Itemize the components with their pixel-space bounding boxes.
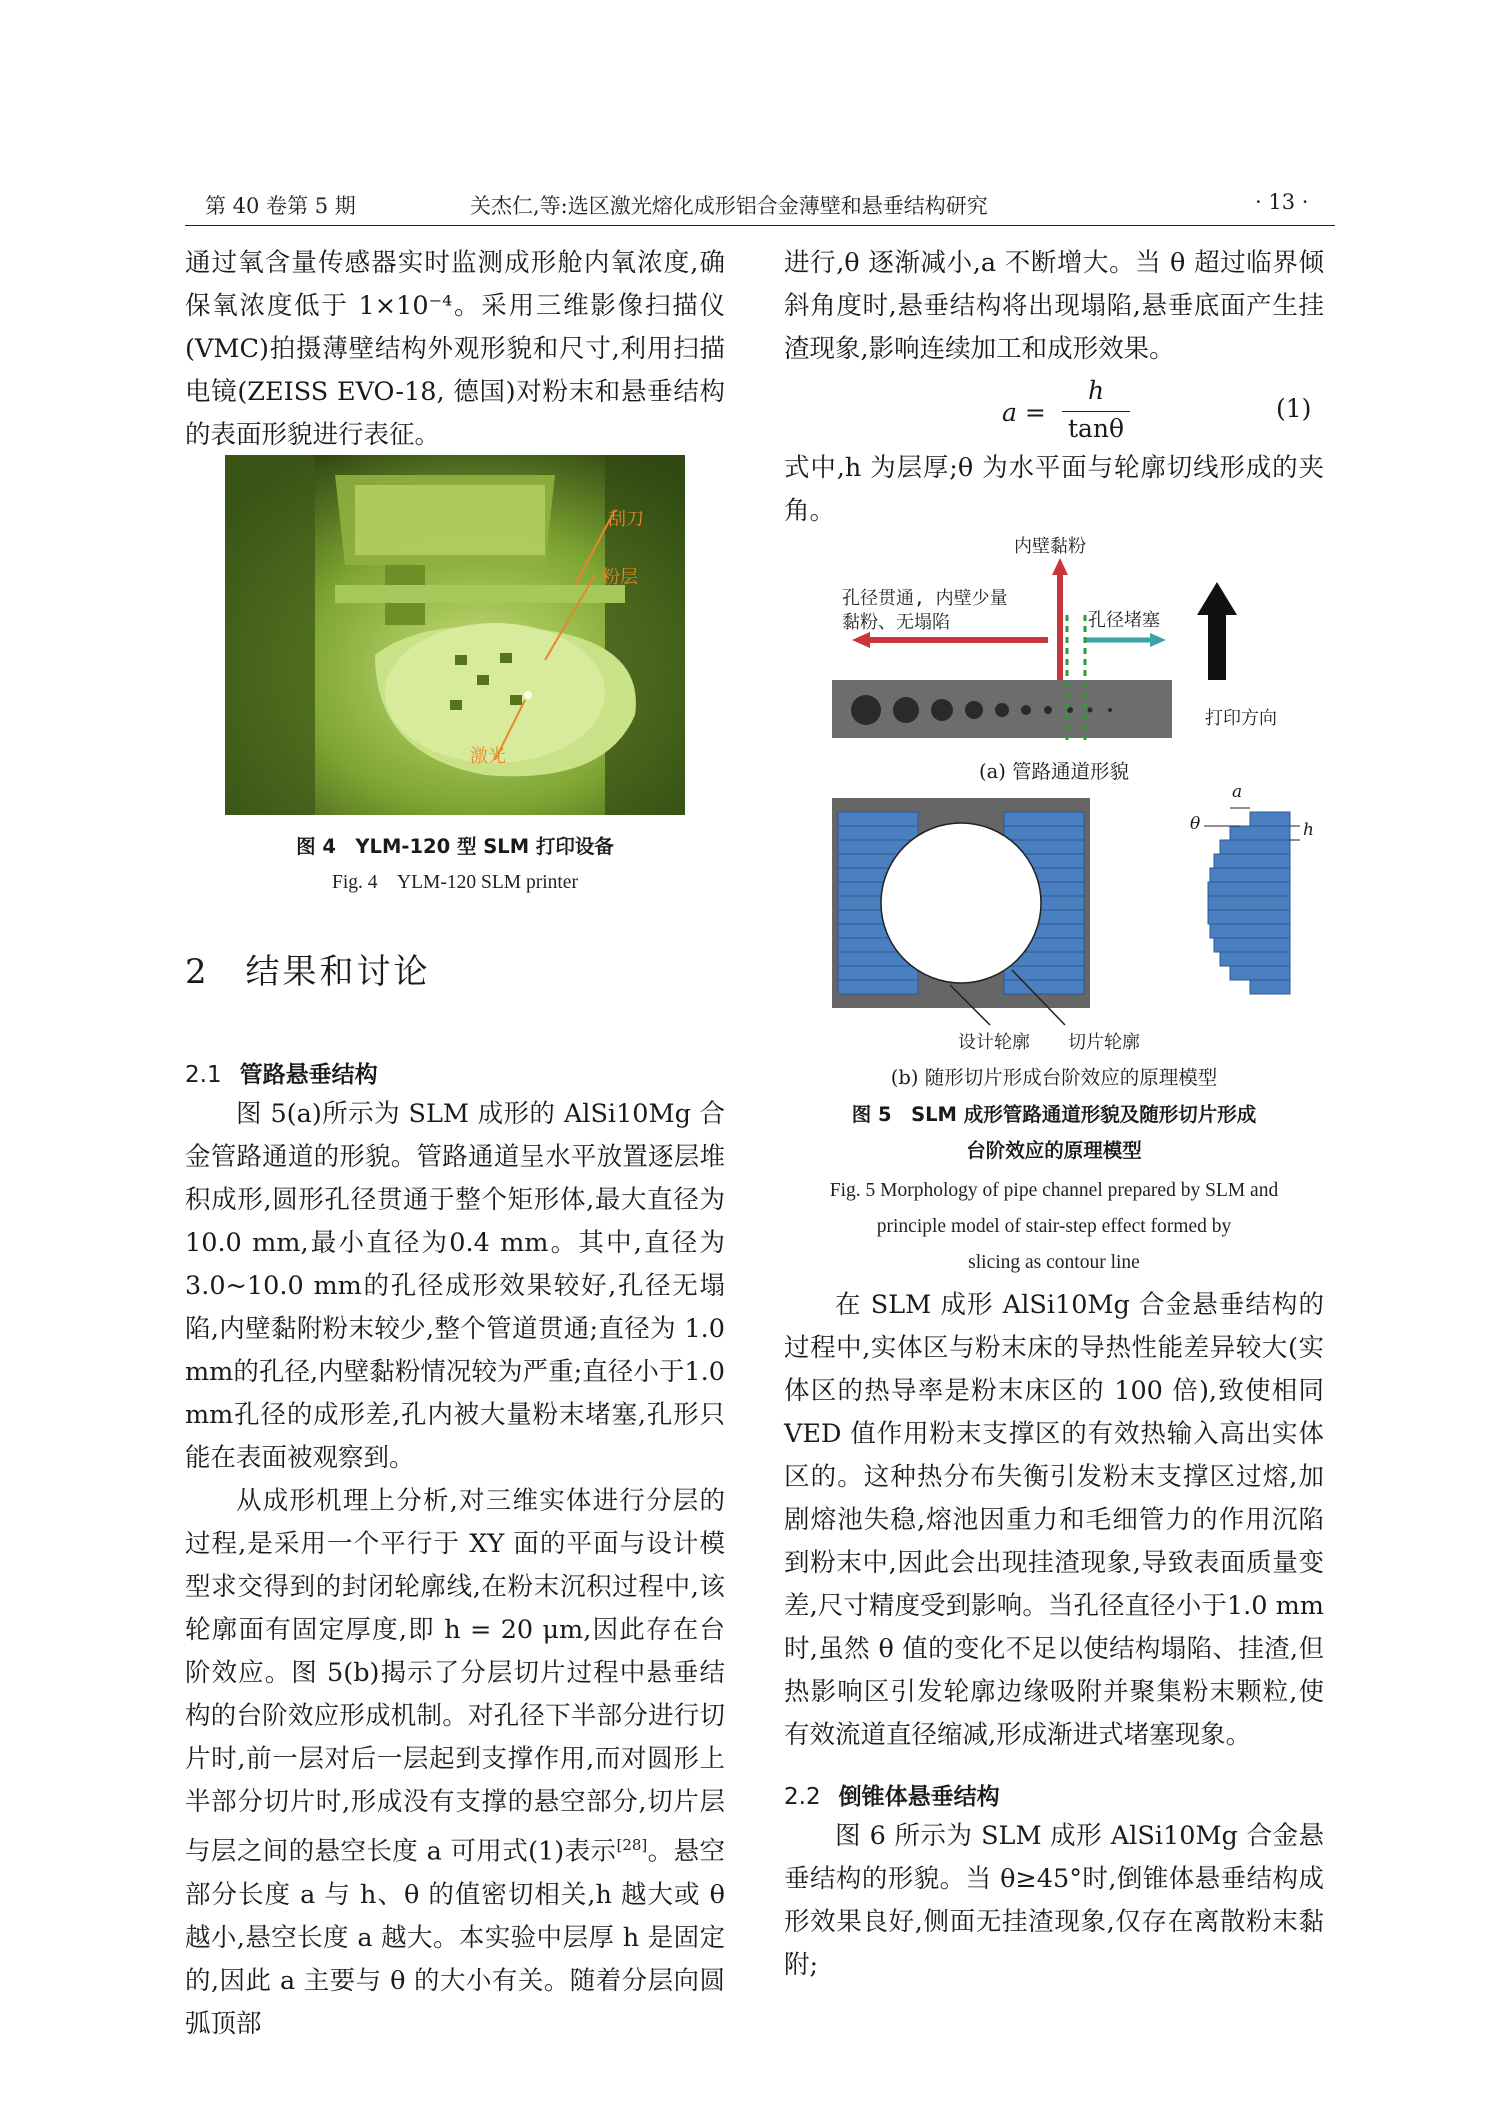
equation-denominator: tanθ xyxy=(1067,414,1125,443)
subsection-title: 倒锥体悬垂结构 xyxy=(838,1784,1000,1810)
subsection-2-1 xyxy=(185,1054,378,1097)
page-number: · 13 · xyxy=(1255,190,1309,214)
header-rule xyxy=(185,225,1335,226)
subsection-number: 2.2 xyxy=(784,1784,821,1810)
figure-5-caption-en-3: slicing as contour line xyxy=(968,1252,1140,1273)
label-through-line1: 孔径贯通, 内壁少量 xyxy=(842,588,1008,609)
equation-1 xyxy=(784,376,1324,446)
figure-4-photo xyxy=(225,455,685,815)
label-slice-contour: 切片轮廓 xyxy=(1068,1032,1140,1053)
right-body-2 xyxy=(784,1815,1324,1987)
figure-5-caption-en-2: principle model of stair-step effect formed by xyxy=(876,1216,1232,1237)
section-number: 2 xyxy=(185,952,210,992)
equation-number: (1) xyxy=(1276,394,1312,423)
label-powder-layer: 粉层 xyxy=(602,567,638,588)
left-body xyxy=(185,1093,725,2046)
label-design-contour: 设计轮廓 xyxy=(958,1032,1030,1053)
figure-5b-subcaption: (b) 随形切片形成台阶效应的原理模型 xyxy=(890,1066,1218,1089)
figure-5a xyxy=(830,530,1310,750)
equation-numerator: h xyxy=(1087,376,1105,405)
label-inner-wall-powder: 内壁黏粉 xyxy=(1014,536,1086,557)
paragraph-mechanism: 从成形机理上分析,对三维实体进行分层的过程,是采用一个平行于 XY 面的平面与设计模型求交得到的封闭轮廓线,在粉末沉积过程中,该轮廓面有固定厚度,即 h = 20 μm,因此存在台阶效应。图 5(b)揭示了分层切片过程中悬垂结构的台阶效应形成机制。对孔径下半部分进行切片时,前一层对后一层起到支撑作用,而对圆形上半部分切片时,形成没有支撑的悬空部分,切片层与层之间的悬空长度 a 可用式(1)表示[28]。悬空部分长度 a 与 h、θ 的值密切相关,h 越大或 θ 越小,悬空长度 a 越大。本实验中层厚 h 是固定的,因此 a 主要与 θ 的大小有关。随着分层向圆弧顶部 xyxy=(185,1486,725,2039)
section-title: 结果和讨论 xyxy=(245,952,431,992)
right-top-paragraph: 进行,θ 逐渐减小,a 不断增大。当 θ 超过临界倾斜角度时,悬垂结构将出现塌陷,悬垂底面产生挂渣现象,影响连续加工和成形效果。 xyxy=(784,248,1324,364)
figure-5-caption-en-1: Fig. 5 Morphology of pipe channel prepared by SLM and xyxy=(829,1180,1279,1201)
left-intro-paragraph: 通过氧含量传感器实时监测成形舱内氧浓度,确保氧浓度低于 1×10⁻⁴。采用三维影像扫描仪(VMC)拍摄薄壁结构外观形貌和尺寸,利用扫描电镜(ZEISS EVO-18, 德国)对粉末和悬垂结构的表面形貌进行表征。 xyxy=(185,248,725,450)
label-theta: θ xyxy=(1190,814,1201,834)
equation-explanation: 式中,h 为层厚;θ 为水平面与轮廓切线形成的夹角。 xyxy=(784,453,1324,526)
subsection-2-2 xyxy=(784,1776,1000,1819)
label-blade: 刮刀 xyxy=(608,509,644,530)
citation: [28] xyxy=(616,1836,648,1854)
paragraph-inverted-cone: 图 6 所示为 SLM 成形 AlSi10Mg 合金悬垂结构的形貌。当 θ≥45°时,倒锥体悬垂结构成形效果良好,侧面无挂渣现象,仅存在离散粉末黏附; xyxy=(784,1821,1324,1980)
paragraph-thermal: 在 SLM 成形 AlSi10Mg 合金悬垂结构的过程中,实体区与粉末床的导热性能差异较大(实体区的热导率是粉末床区的 100 倍),致使相同VED 值作用粉末支撑区的有效热输入高出实体区的。这种热分布失衡引发粉末支撑区过熔,加剧熔池失稳,熔池因重力和毛细管力的作用沉陷到粉末中,因此会出现挂渣现象,导致表面质量变差,尺寸精度受到影响。当孔径直径小于1.0 mm时,虽然 θ 值的变化不足以使结构塌陷、挂渣,但热影响区引发轮廓边缘吸附并聚集粉末颗粒,使有效流道直径缩减,形成渐进式堵塞现象。 xyxy=(784,1290,1324,1750)
figure-5-caption-cn-1: 图 5 SLM 成形管路通道形貌及随形切片形成 xyxy=(851,1103,1257,1126)
section-heading xyxy=(185,944,430,993)
subsection-number: 2.1 xyxy=(185,1062,222,1088)
subsection-title: 管路悬垂结构 xyxy=(239,1062,378,1088)
label-a: a xyxy=(1232,782,1243,802)
figure-5-caption-cn-2: 台阶效应的原理模型 xyxy=(966,1139,1142,1162)
label-blocked: 孔径堵塞 xyxy=(1088,610,1160,631)
equation-lhs: a = xyxy=(1002,398,1046,427)
figure-5a-subcaption: (a) 管路通道形貌 xyxy=(978,760,1130,783)
label-h: h xyxy=(1303,820,1314,840)
label-through-line2: 黏粉、无塌陷 xyxy=(842,612,950,633)
figure-5b xyxy=(830,782,1314,1053)
right-body xyxy=(784,1284,1324,1757)
label-laser: 激光 xyxy=(470,746,506,767)
figure-4-caption-en: Fig. 4 YLM-120 SLM printer xyxy=(332,872,578,893)
label-print-direction: 打印方向 xyxy=(1205,708,1277,729)
figure-4-caption-cn: 图 4 YLM-120 型 SLM 打印设备 xyxy=(296,835,614,858)
journal-issue: 第 40 卷第 5 期 xyxy=(205,194,356,218)
paragraph-pipe-channel: 图 5(a)所示为 SLM 成形的 AlSi10Mg 合金管路通道的形貌。管路通道呈水平放置逐层堆积成形,圆形孔径贯通于整个矩形体,最大直径为10.0 mm,最小直径为0.4 mm。其中,直径为 3.0~10.0 mm的孔径成形效果较好,孔径无塌陷,内壁黏附粉末较少,整个管道贯通;直径为 1.0 mm的孔径,内壁黏粉情况较为严重;直径小于1.0 mm孔径的成形差,孔内被大量粉末堵塞,孔形只能在表面被观察到。 xyxy=(185,1099,725,1473)
running-title: 关杰仁,等:选区激光熔化成形铝合金薄壁和悬垂结构研究 xyxy=(470,194,988,218)
